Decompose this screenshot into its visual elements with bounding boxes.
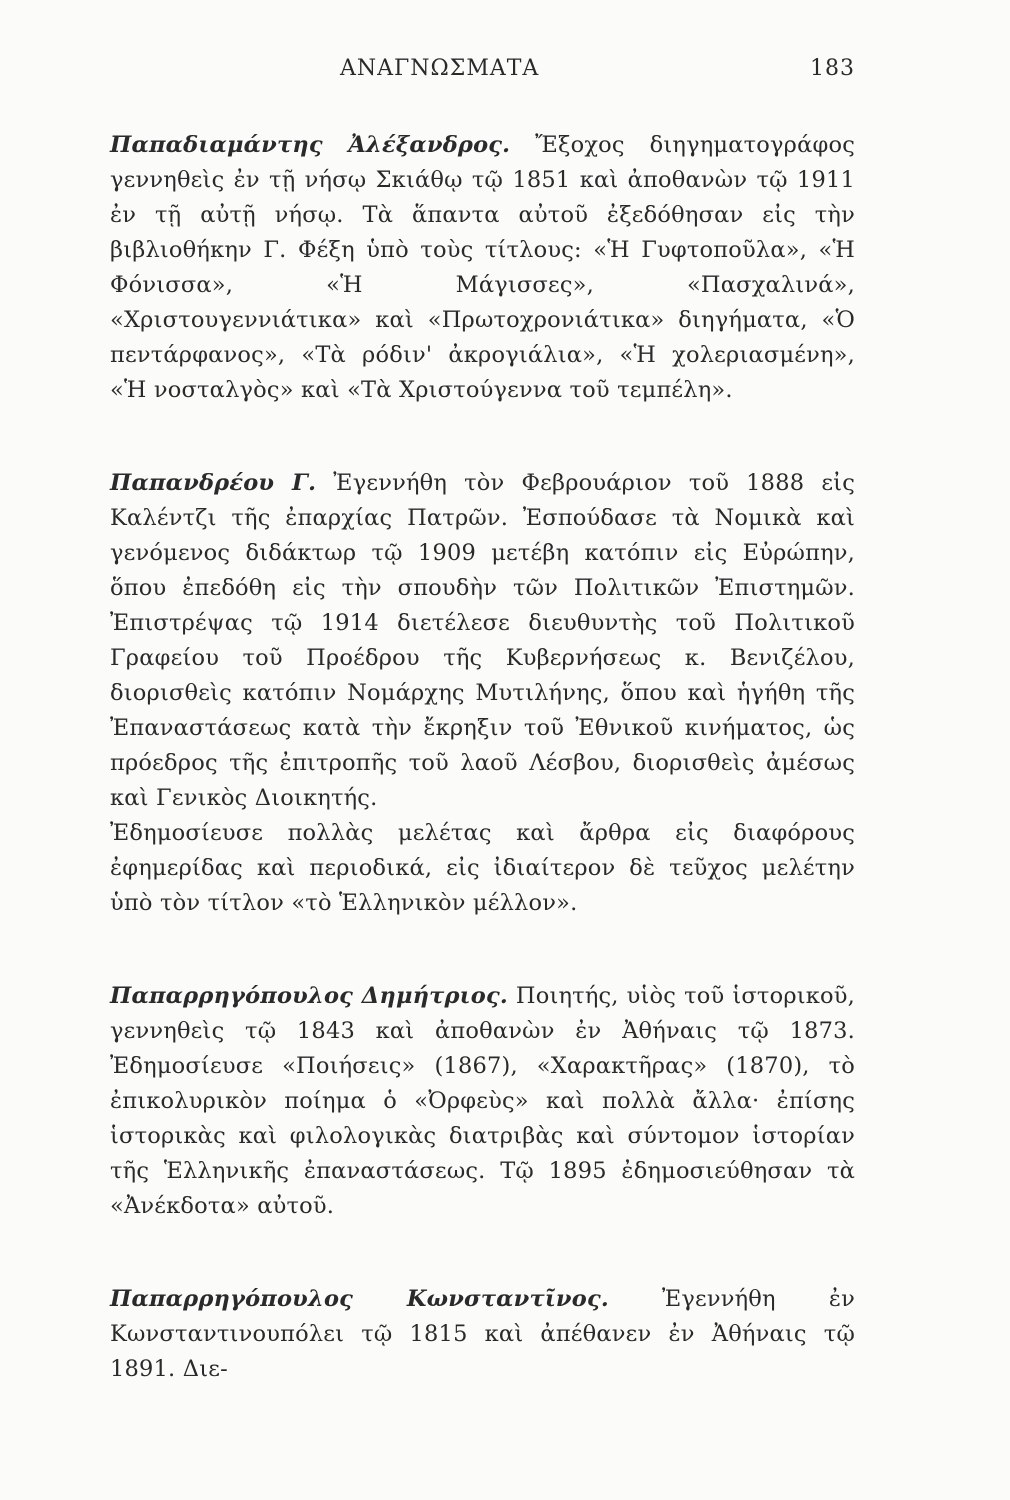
entry-text: Ἐγεννήθη τὸν Φεβρουάριον τοῦ 1888 εἰς Καλέντζι τῆς ἐπαρχίας Πατρῶν. Ἐσπούδασε τὰ Νομικὰ καὶ γενόμενος διδάκτωρ τῷ 1909 μετέβη κατόπιν εἰς Εὐρώπην, ὅπου ἐπεδόθη εἰς τὴν σπουδὴν τῶν Πολιτικῶν Ἐπιστημῶν. Ἐπιστρέψας τῷ 1914 διετέλεσε διευθυντὴς τοῦ Πολιτικοῦ Γραφείου τοῦ Προέδρου τῆς Κυβερνήσεως κ. Βενιζέλου, διορισθεὶς κατόπιν Νομάρχης Μυτιλήνης, ὅπου καὶ ἡγήθη τῆς Ἐπαναστάσεως κατὰ τὴν ἔκρηξιν τοῦ Ἐθνικοῦ κινήματος, ὡς πρόεδρος τῆς ἐπιτροπῆς τοῦ λαοῦ Λέσβου, διορισθεὶς ἀμέσως καὶ Γενικὸς Διοικητής. (110, 470, 855, 811)
entry-text: Ἐγεννήθη ἐν Κωνσταντινουπόλει τῷ 1815 καὶ ἀπέθανεν ἐν Ἀθήναις τῷ 1891. Διε- (110, 1286, 855, 1382)
page-header (110, 48, 855, 88)
entry-text: Ποιητής, υἱὸς τοῦ ἱστορικοῦ, γεννηθεὶς τῷ 1843 καὶ ἀποθανὼν ἐν Ἀθήναις τῷ 1873. Ἐδημοσίευσε «Ποιήσεις» (1867), «Χαρακτῆρας» (1870), τὸ ἐπικολυρικὸν ποίημα ὁ «Ὀρφεὺς» καὶ πολλὰ ἄλλα· ἐπίσης ἱστορικὰς καὶ φιλολογικὰς διατριβὰς καὶ σύντομον ἱστορίαν τῆς Ἑλληνικῆς ἐπαναστάσεως. Τῷ 1895 ἐδημοσιεύθησαν τὰ «Ἀνέκδοτα» αὐτοῦ. (110, 983, 856, 1219)
book-page (110, 48, 855, 1445)
entry-paparrigopoulos-konstantinos (110, 1282, 855, 1387)
entry-paragraph (110, 128, 855, 408)
entry-papandreou (110, 466, 855, 921)
entry-paragraph (110, 466, 855, 816)
entry-name: Παπαρρηγόπουλος Κωνσταντῖνος. (110, 1286, 609, 1312)
entry-text: Ἔξοχος διηγηματογράφος γεννηθεὶς ἐν τῇ νήσῳ Σκιάθῳ τῷ 1851 καὶ ἀποθανὼν τῷ 1911 ἐν τῇ αὐτῇ νήσῳ. Τὰ ἅπαντα αὐτοῦ ἐξεδόθησαν εἰς τὴν βιβλιοθήκην Γ. Φέξη ὑπὸ τοὺς τίτλους: «Ἡ Γυφτοποῦλα», «Ἡ Φόνισσα», «Ἡ Μάγισσες», «Πασχαλινά», «Χριστουγεννιάτικα» καὶ «Πρωτοχρονιάτικα» διηγήματα, «Ὁ πεντάρφανος», «Τὰ ρόδιν' ἀκρογιάλια», «Ἡ χολεριασμένη», «Ἡ νοσταλγὸς» καὶ «Τὰ Χριστούγεννα τοῦ τεμπέλη». (110, 132, 855, 403)
entry-paragraph (110, 979, 855, 1224)
entry-paparrigopoulos-dimitrios (110, 979, 855, 1224)
page-number: 183 (810, 56, 855, 81)
running-title: ΑΝΑΓΝΩΣΜΑΤΑ (340, 56, 540, 81)
entry-name: Παπανδρέου Γ. (110, 470, 317, 496)
entry-papadiamantis (110, 128, 855, 408)
entry-paragraph (110, 1282, 855, 1387)
entry-name: Παπαρρηγόπουλος Δημήτριος. (110, 983, 508, 1009)
entry-paragraph: Ἐδημοσίευσε πολλὰς μελέτας καὶ ἄρθρα εἰς διαφόρους ἐφημερίδας καὶ περιοδικά, εἰς ἰδιαίτερον δὲ τεῦχος μελέτην ὑπὸ τὸν τίτλον «τὸ Ἑλληνικὸν μέλλον». (110, 820, 855, 916)
entry-name: Παπαδιαμάντης Ἀλέξανδρος. (110, 132, 511, 158)
